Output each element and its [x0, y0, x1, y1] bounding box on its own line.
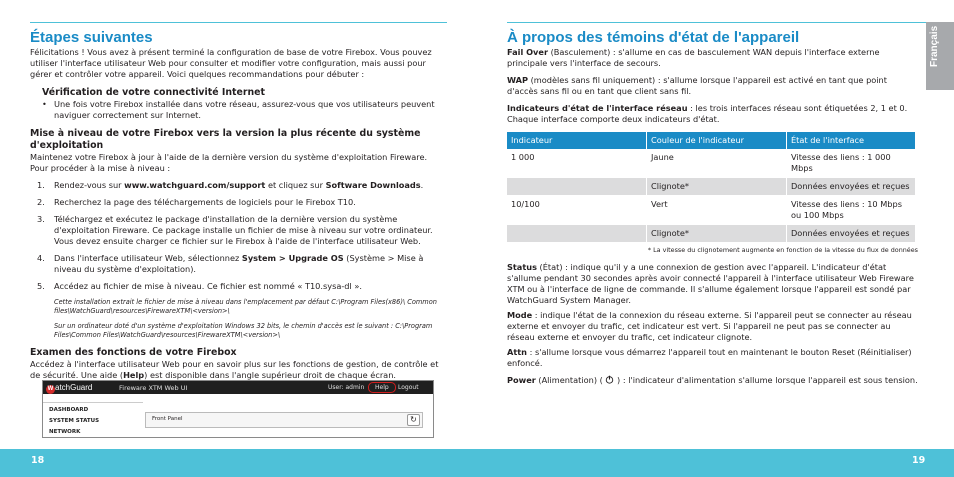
- section-heading-connectivity: Vérification de votre connectivité Internet: [42, 87, 265, 98]
- upgrade-step-5: 5. Accédez au fichier de mise à niveau. Ce fichier est nommé « T10.sysa-dl ».: [37, 281, 362, 291]
- left-column: [30, 47, 447, 381]
- web-ui-user: User: admin: [328, 384, 365, 391]
- watchguard-logo: W atchGuard: [47, 383, 93, 392]
- nav-separator: [43, 402, 143, 403]
- status-paragraph: Status (État) : indique qu'il y a une connexion de gestion avec l'appareil. L'indicateur d'état s'allume pendant 30 secondes après avoir connecté l'appareil à l'interface utilisateur Web Fireware XTM ou à l'interface de ligne de commande. Il s'allume également lorsque l'appareil est sondé par WatchGuard System Manager.: [507, 262, 914, 305]
- table-header-row: [507, 132, 916, 149]
- connectivity-bullet-text: Une fois votre Firebox installée dans votre réseau, assurez-vous que vos utilisateurs peuvent naviguer correctement sur Internet.: [54, 99, 435, 120]
- install-path-note: Cette installation extrait le fichier de mise à niveau dans l'emplacement par défaut C:\Program Files(x86)\ Common files\WatchGuard\resources\FirewareXTM\<version>\: [54, 298, 437, 315]
- right-column: [507, 47, 918, 386]
- front-panel-label: Front Panel: [152, 416, 183, 422]
- web-ui-help-link[interactable]: Help: [368, 382, 396, 393]
- table-header-color: Couleur de l'indicateur: [647, 132, 787, 149]
- support-link[interactable]: www.watchguard.com/support: [124, 180, 266, 190]
- section-heading-features: Examen des fonctions de votre Firebox: [30, 347, 237, 358]
- upgrade-step-1: 1. Rendez-vous sur www.watchguard.com/support et cliquez sur Software Downloads.: [37, 180, 424, 190]
- mode-paragraph: Mode : indique l'état de la connexion du réseau externe. Si l'appareil peut se connecter au réseau externe et envoyer du trafic, cet indicateur est vert. Si l'appareil ne peut pas se connecter au réseau externe et envoyer du trafic, cet indicateur clignote.: [507, 310, 912, 342]
- nav-dashboard[interactable]: DASHBOARD: [49, 407, 89, 413]
- table-row: Clignote* Données envoyées et reçues: [507, 178, 916, 196]
- page-number-left: 18: [31, 455, 45, 466]
- table-row: Clignote* Données envoyées et reçues: [507, 225, 916, 243]
- nav-network[interactable]: NETWORK: [49, 429, 81, 435]
- left-top-rule: [30, 22, 447, 23]
- table-footnote: * La vitesse du clignotement augmente en fonction de la vitesse du flux de données: [647, 246, 918, 254]
- bullet-dot: •: [42, 99, 47, 109]
- attn-paragraph: Attn : s'allume lorsque vous démarrez l'appareil tout en maintenant le bouton Reset (Réinitialiser) enfoncé.: [507, 347, 912, 368]
- upgrade-steps: [30, 180, 447, 292]
- features-paragraph: Accédez à l'interface utilisateur Web pour en savoir plus sur les fonctions de gestion, de contrôle et de sécurité. Une aide (Help) est disponible dans l'angle supérieur droit de chaque écran.: [30, 359, 439, 380]
- connectivity-bullet: [30, 99, 447, 121]
- table-row: 1 000 Jaune Vitesse des liens : 1 000 Mbps: [507, 149, 916, 178]
- upgrade-step-3: 3. Téléchargez et exécutez le package d'installation de la dernière version du système d'exploitation Fireware. Ce package installe un fichier de mise à niveau sur votre ordinateur. Vous devez ensuite charger ce fichier sur le Firebox à l'aide de l'interface utilisateur Web.: [37, 214, 433, 246]
- wap-paragraph: WAP (modèles sans fil uniquement) : s'allume lorsque l'appareil est activé en tant que point d'accès sans fil ou en tant que client sans fil.: [507, 75, 887, 96]
- failover-paragraph: Fail Over (Basculement) : s'allume en cas de basculement WAN depuis l'interface externe principale vers l'interface de secours.: [507, 47, 880, 68]
- table-row: 10/100 Vert Vitesse des liens : 10 Mbps ou 100 Mbps: [507, 196, 916, 225]
- upgrade-step-4: 4. Dans l'interface utilisateur Web, sélectionnez System > Upgrade OS (Système > Mise à niveau du système d'exploitation).: [37, 253, 424, 274]
- footer-bar: [0, 449, 954, 477]
- page-number-right: 19: [912, 455, 926, 466]
- refresh-icon[interactable]: ↻: [407, 414, 420, 426]
- upgrade-intro: Maintenez votre Firebox à jour à l'aide de la dernière version du système d'exploitation Fireware. Pour procéder à la mise à niveau :: [30, 152, 428, 173]
- power-paragraph: Power (Alimentation) ( ) : l'indicateur d'alimentation s'allume lorsque l'appareil est sous tension.: [507, 375, 918, 385]
- indicator-table: [507, 132, 916, 243]
- intro-paragraph: Félicitations ! Vous avez à présent terminé la configuration de base de votre Firebox. Vous pouvez utiliser l'interface utilisateur Web pour consulter et modifier votre configuration, mais aussi pour gérer et contrôler votre appareil. Voici quelques recommandations pour débuter :: [30, 47, 432, 79]
- web-ui-logout-link[interactable]: Logout: [398, 384, 419, 391]
- win32-path-note: Sur un ordinateur doté d'un système d'exploitation Windows 32 bits, le chemin d'accès est le suivant : C:\Program Files\Common Files\WatchGuard\resources\FirewareXTM\<version>\: [54, 322, 433, 339]
- web-ui-product-title: Fireware XTM Web UI: [119, 384, 188, 392]
- left-page-title: Étapes suivantes: [30, 29, 153, 46]
- table-header-state: État de l'interface: [787, 132, 916, 149]
- language-tab: Français: [926, 22, 954, 90]
- right-top-rule: [507, 22, 926, 23]
- interface-indicators-paragraph: Indicateurs d'état de l'interface réseau : les trois interfaces réseau sont étiquetées 2, 1 et 0. Chaque interface comporte deux indicateurs d'état.: [507, 103, 908, 124]
- nav-system-status[interactable]: SYSTEM STATUS: [49, 418, 100, 424]
- section-heading-upgrade: Mise à niveau de votre Firebox vers la version la plus récente du système d'exploitation: [30, 128, 421, 151]
- table-header-indicator: Indicateur: [507, 132, 647, 149]
- web-ui-screenshot: [42, 380, 434, 438]
- right-page-title: À propos des témoins d'état de l'appareil: [507, 29, 800, 46]
- front-panel-box: [145, 412, 423, 428]
- upgrade-step-2: 2. Recherchez la page des téléchargements de logiciels pour le Firebox T10.: [37, 197, 356, 207]
